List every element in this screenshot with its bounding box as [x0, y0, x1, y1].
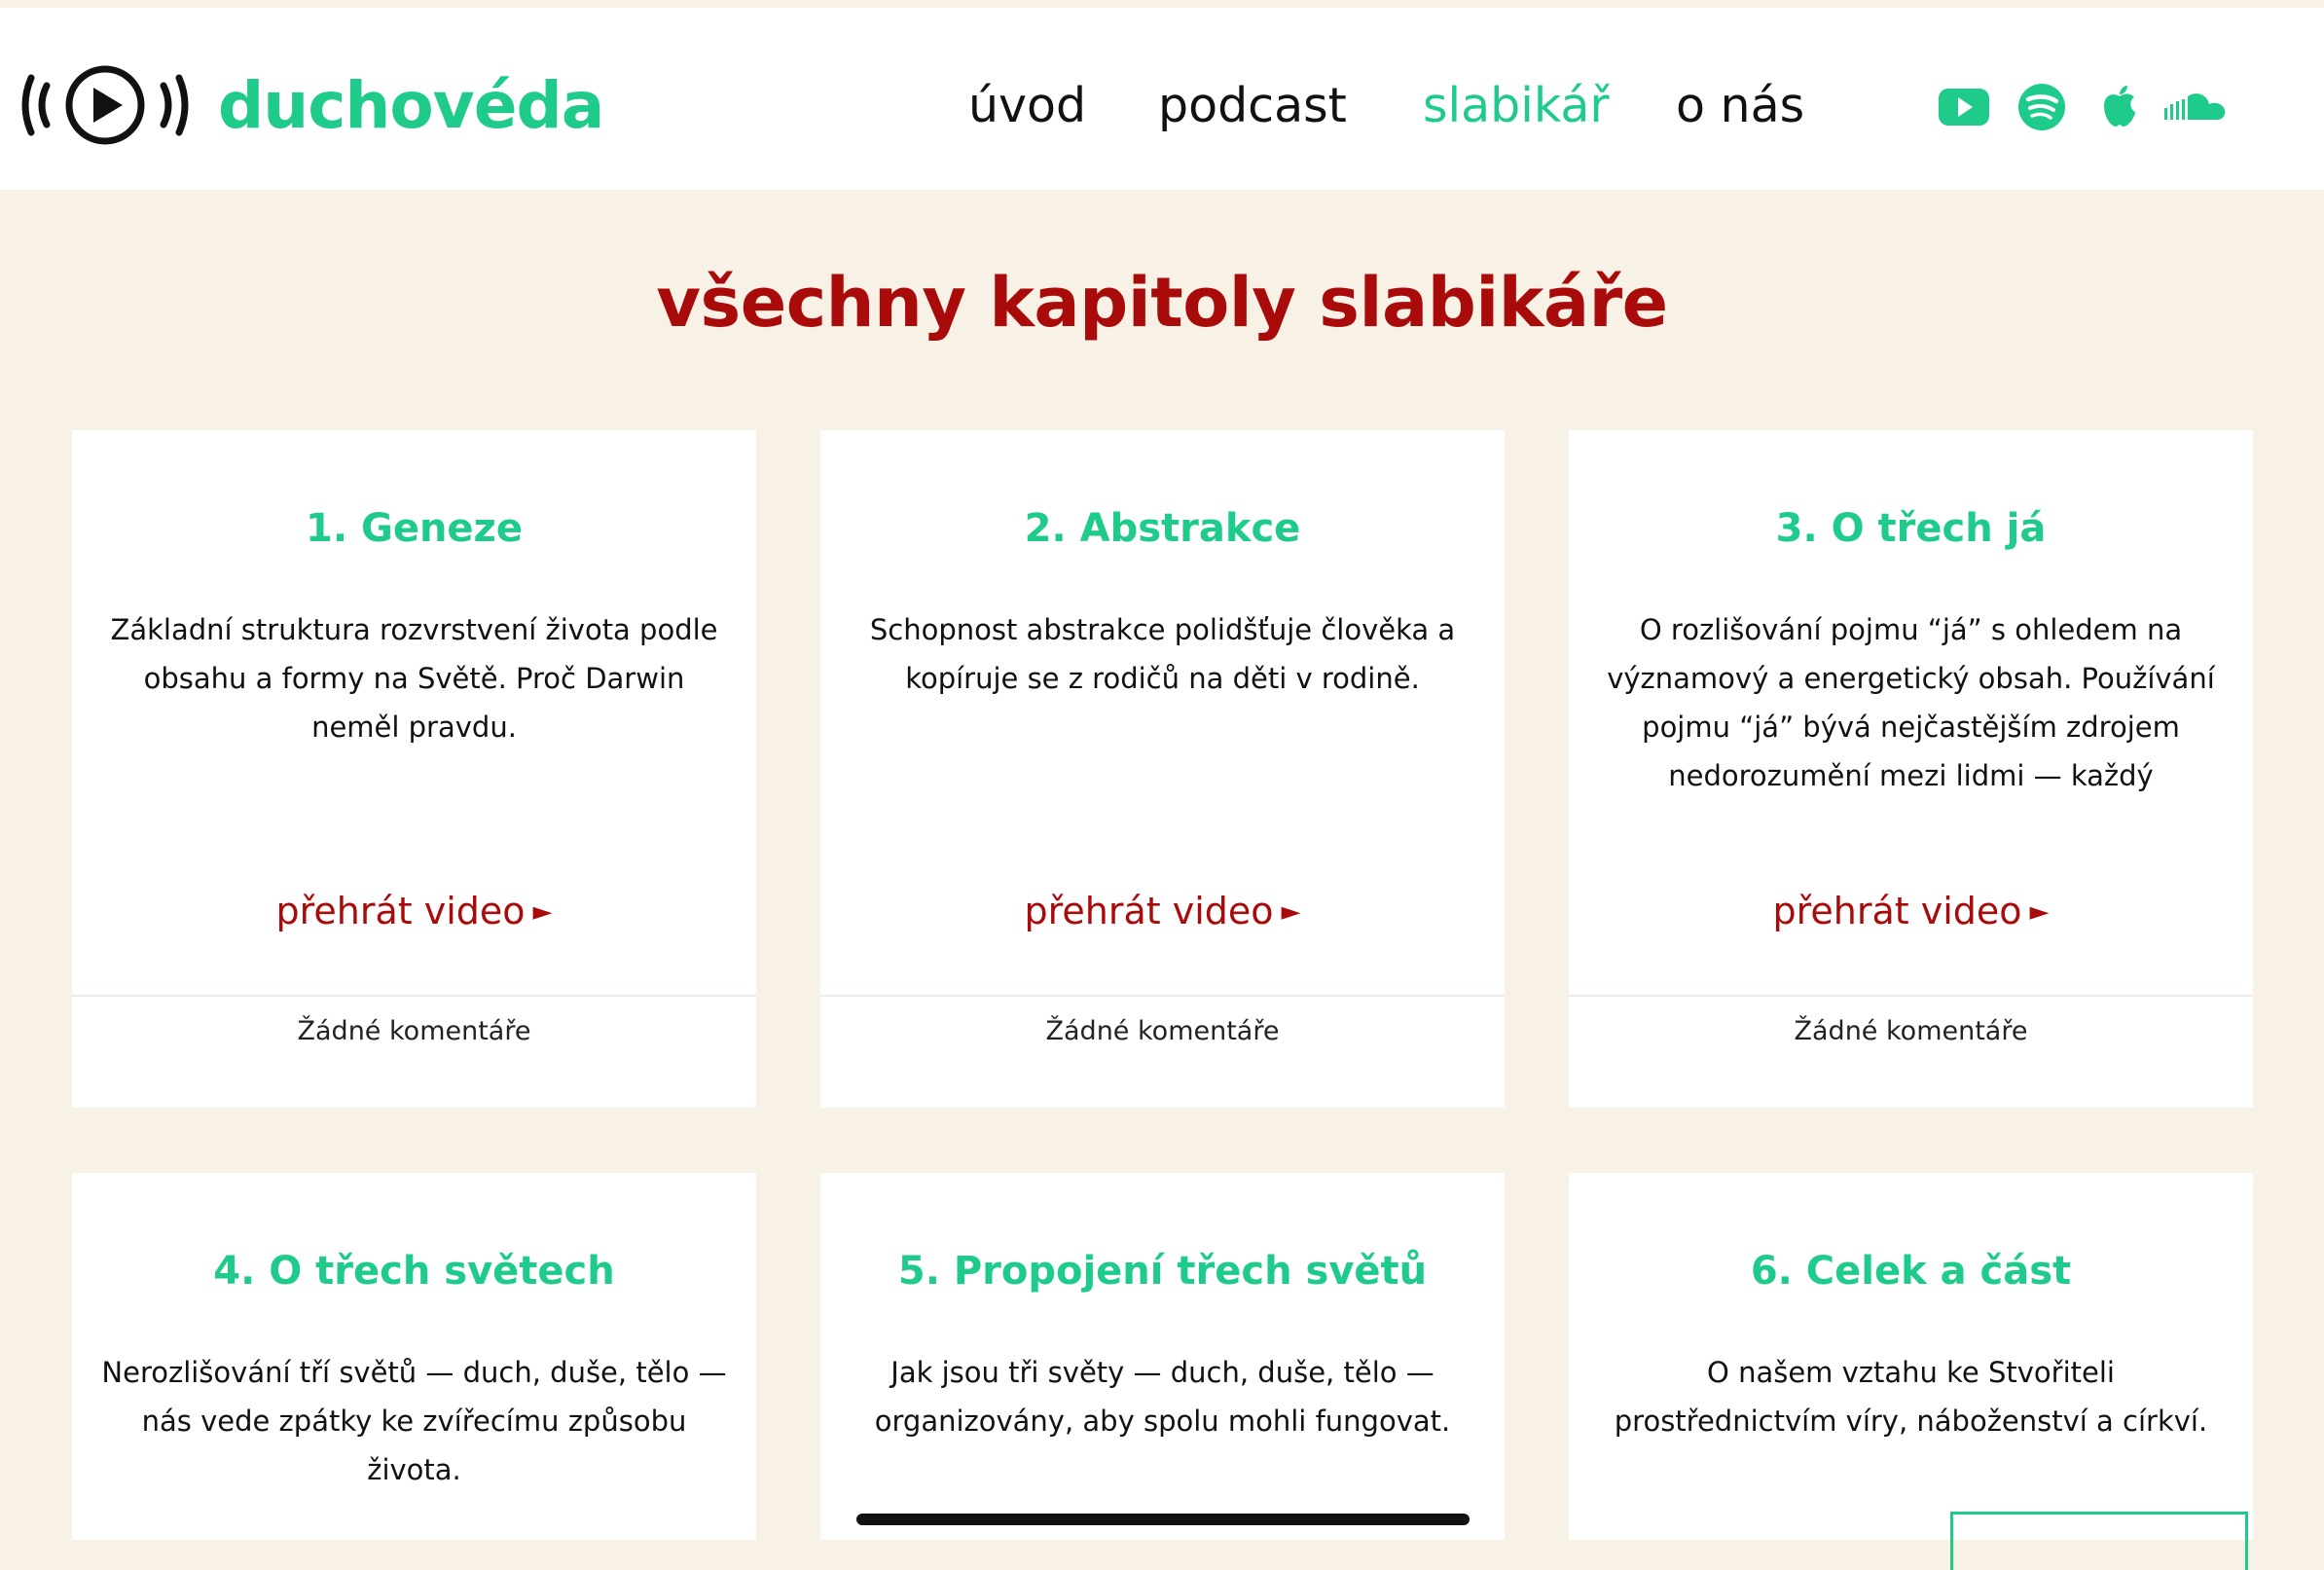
card-title[interactable]: 4. O třech světech — [213, 1249, 615, 1294]
nav-item-slabikar[interactable]: slabikář — [1423, 78, 1610, 133]
card-divider — [820, 995, 1505, 997]
top-strip — [0, 0, 2324, 8]
page-title: všechny kapitoly slabikáře — [656, 263, 1668, 343]
card-title[interactable]: 6. Celek a část — [1750, 1249, 2072, 1294]
chapter-card — [1569, 430, 2253, 1108]
play-video-label: přehrát video — [275, 890, 526, 932]
apple-podcasts-icon[interactable] — [2092, 81, 2147, 133]
chapter-card — [72, 1173, 756, 1540]
card-divider — [1569, 995, 2253, 997]
card-description: O rozlišování pojmu “já” s ohledem na významový a energetický obsah. Používání pojmu “já” bývá nejčastějším zdrojem nedorozumění mezi lidmi — každý — [1607, 613, 2215, 792]
home-indicator[interactable] — [856, 1514, 1470, 1525]
card-action-button[interactable] — [1950, 1512, 2248, 1570]
card-divider — [72, 995, 756, 997]
play-arrow-icon: ► — [532, 897, 553, 927]
card-title[interactable]: 2. Abstrakce — [1024, 506, 1301, 551]
chapter-card — [1569, 1173, 2253, 1540]
card-description: O našem vztahu ke Stvořiteli prostřednictvím víry, náboženství a církví. — [1614, 1356, 2208, 1438]
card-title[interactable]: 1. Geneze — [306, 506, 523, 551]
play-video-link[interactable] — [820, 890, 1505, 932]
play-video-link[interactable] — [72, 890, 756, 932]
card-description: Schopnost abstrakce polidšťuje člověka a kopíruje se z rodičů na děti v rodině. — [869, 613, 1456, 695]
play-video-label: přehrát video — [1024, 890, 1274, 932]
card-description: Jak jsou tři světy — duch, duše, tělo — organizovány, aby spolu mohli fungovat. — [874, 1356, 1451, 1438]
social-links — [0, 81, 2324, 133]
soundcloud-icon[interactable] — [2162, 81, 2231, 133]
card-description: Základní struktura rozvrstvení života podle obsahu a formy na Světě. Proč Darwin neměl pravdu. — [110, 613, 718, 744]
card-title[interactable]: 3. O třech já — [1775, 506, 2047, 551]
nav-item-uvod[interactable]: úvod — [968, 78, 1087, 133]
nav-item-podcast[interactable]: podcast — [1158, 78, 1347, 133]
card-title[interactable]: 5. Propojení třech světů — [897, 1249, 1428, 1294]
play-video-link[interactable] — [1569, 890, 2253, 932]
chapter-card — [820, 1173, 1505, 1540]
chapter-card — [820, 430, 1505, 1108]
card-description: Nerozlišování tří světů — duch, duše, tělo — nás vede zpátky ke zvířecímu způsobu života. — [101, 1356, 727, 1486]
spotify-icon[interactable] — [2015, 81, 2069, 133]
play-video-label: přehrát video — [1772, 890, 2022, 932]
comments-link[interactable]: Žádné komentáře — [297, 1016, 531, 1046]
brand-name: duchovéda — [218, 67, 604, 143]
chapter-card — [72, 430, 756, 1108]
play-arrow-icon: ► — [1281, 897, 1301, 927]
youtube-icon[interactable] — [1937, 81, 1991, 133]
comments-link[interactable]: Žádné komentáře — [1794, 1016, 2028, 1046]
site-header — [0, 8, 2324, 190]
nav-item-o-nas[interactable]: o nás — [1676, 78, 1805, 133]
comments-link[interactable]: Žádné komentáře — [1045, 1016, 1280, 1046]
play-arrow-icon: ► — [2029, 897, 2050, 927]
